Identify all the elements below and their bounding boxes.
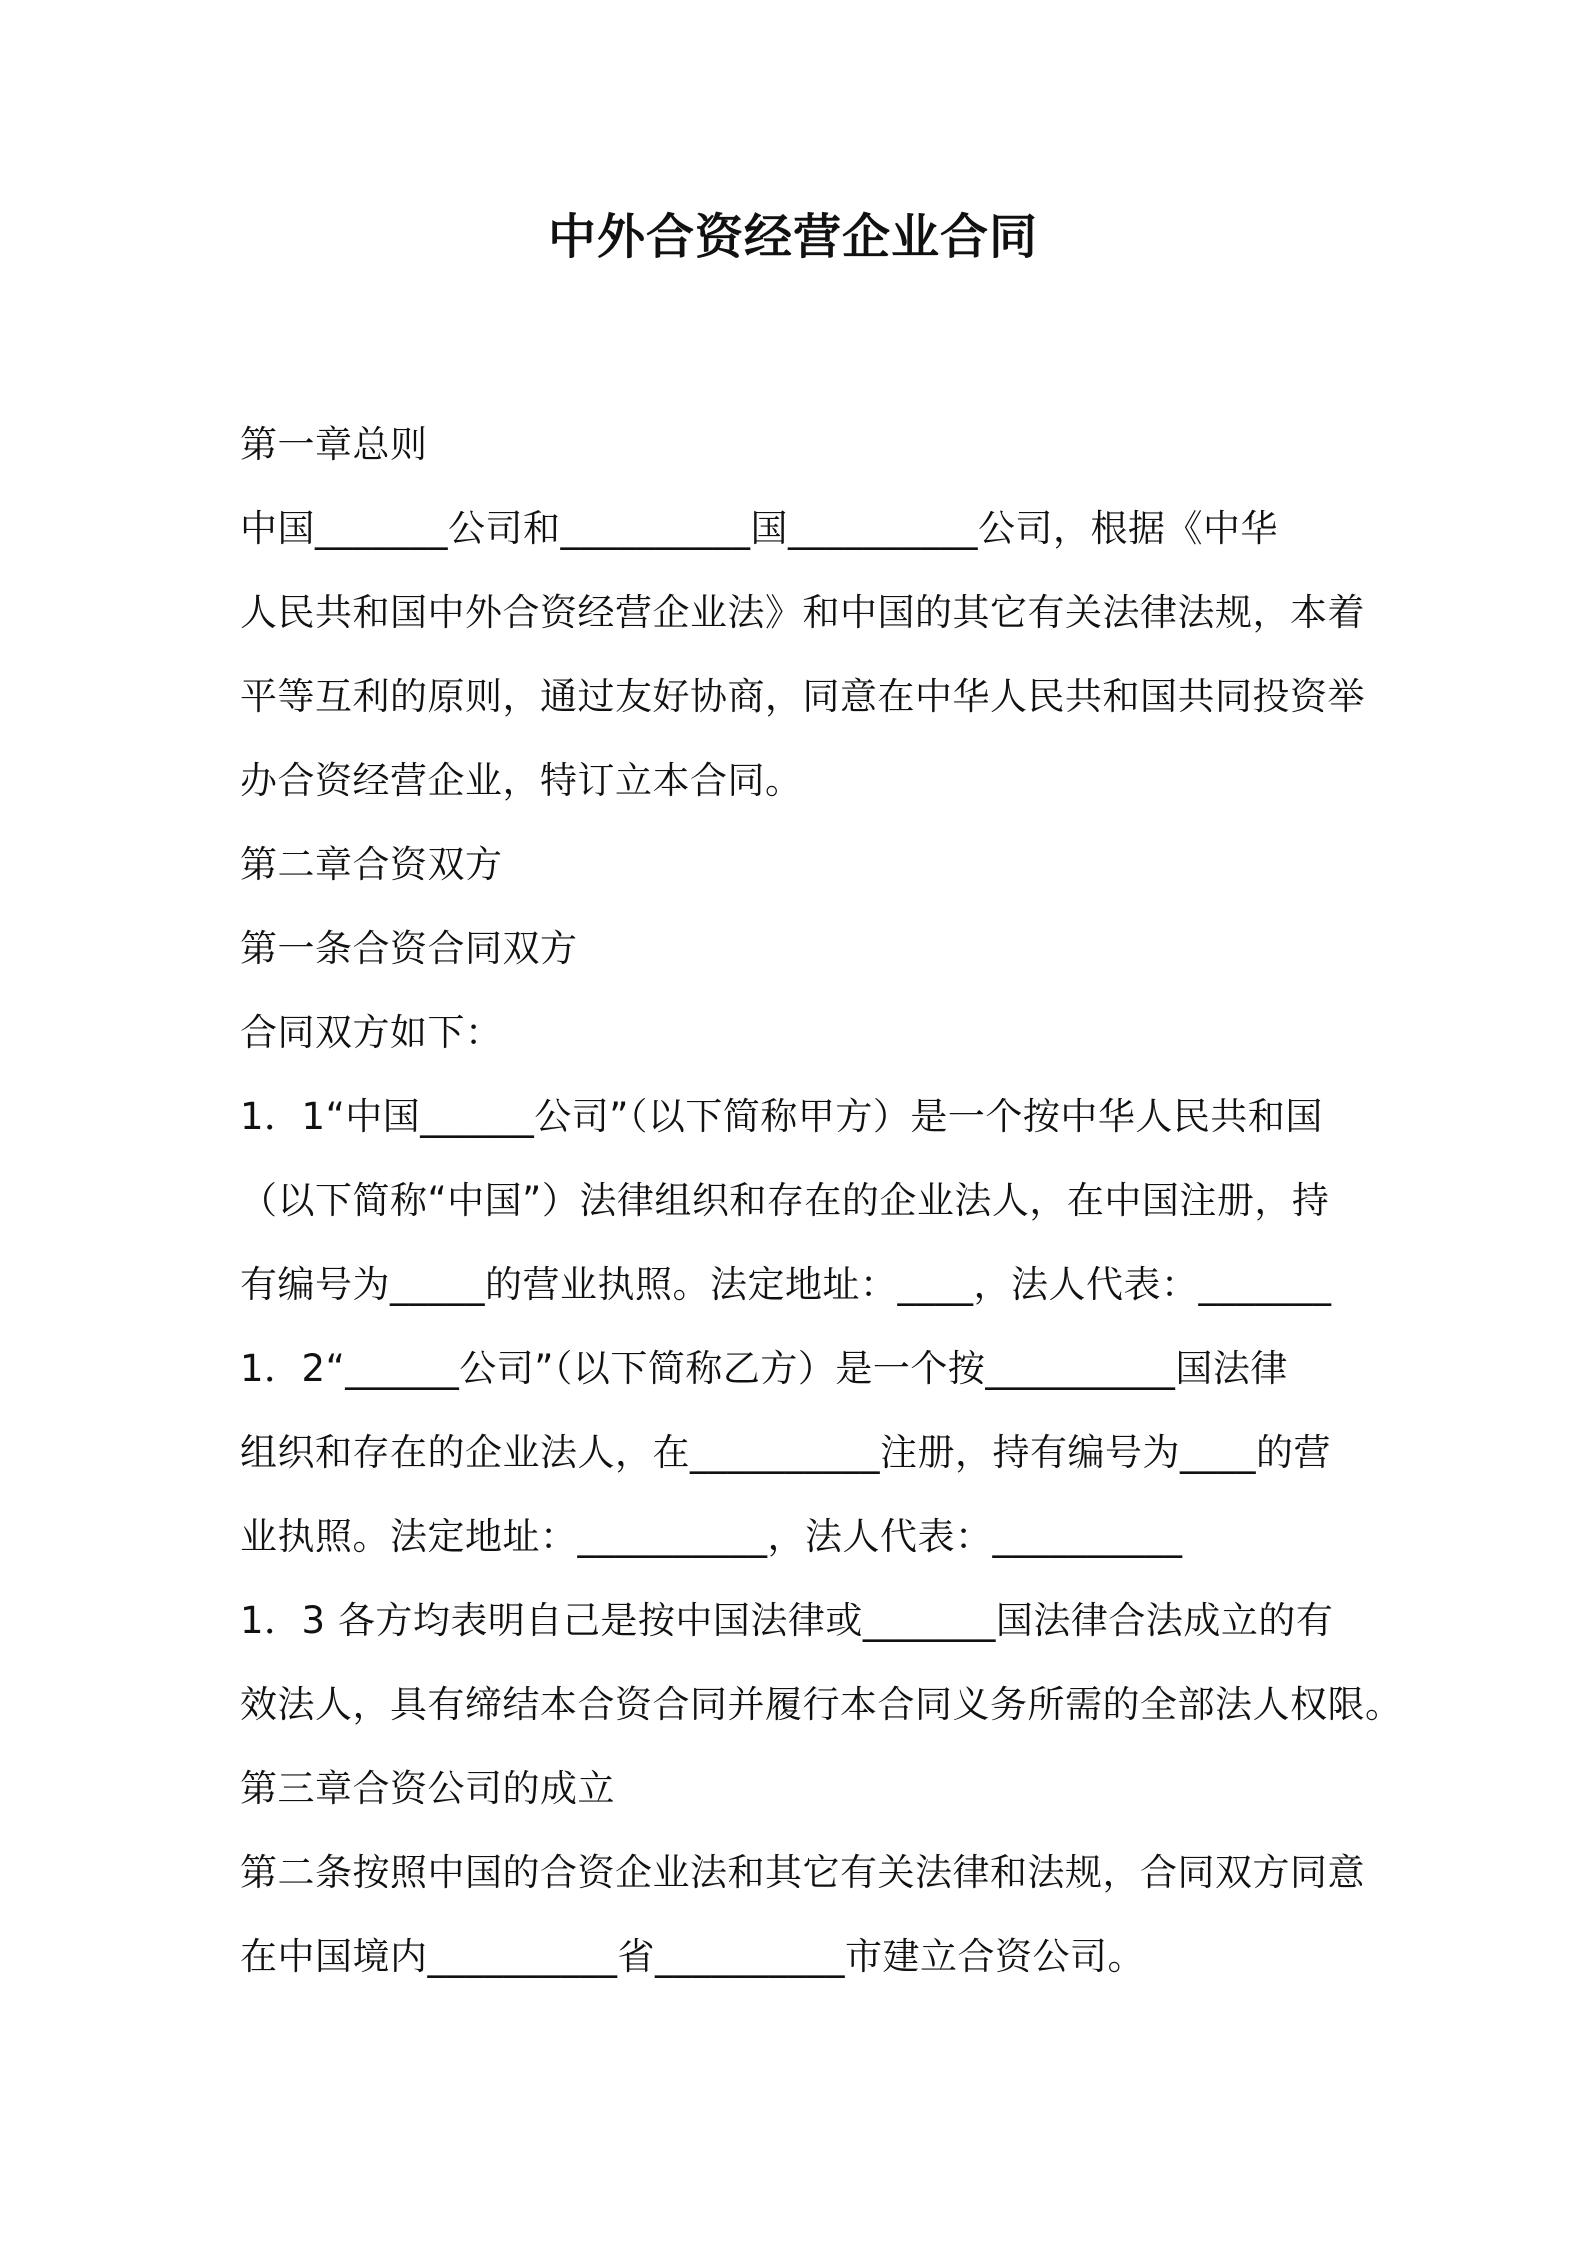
paragraph-line: 中国_______公司和__________国__________公司，根据《中华	[240, 507, 1278, 550]
document-body	[240, 403, 1403, 1999]
clause-1-2-line: 业执照。法定地址：__________，法人代表：__________	[240, 1515, 1183, 1558]
paragraph-line: 平等互利的原则，通过友好协商，同意在中华人民共和国共同投资举	[240, 675, 1365, 718]
clause-1-3-line: 效法人，具有缔结本合资合同并履行本合同义务所需的全部法人权限。	[240, 1683, 1403, 1726]
article-2-line: 在中国境内__________省__________市建立合资公司。	[240, 1935, 1145, 1978]
document-title: 中外合资经营企业合同	[547, 209, 1038, 265]
chapter-2-heading: 第二章合资双方	[240, 843, 503, 886]
article-2-line: 第二条按照中国的合资企业法和其它有关法律和法规，合同双方同意	[240, 1851, 1365, 1894]
clause-1-2-line: 1．2“______公司”（以下简称乙方）是一个按__________国法律	[240, 1347, 1288, 1390]
article-1-heading: 第一条合资合同双方	[240, 927, 578, 970]
clause-1-3-line: 1．3 各方均表明自己是按中国法律或_______国法律合法成立的有	[240, 1599, 1334, 1642]
clause-1-1-line: （以下简称“中国”）法律组织和存在的企业法人，在中国注册，持	[240, 1179, 1330, 1222]
clause-1-2-line: 组织和存在的企业法人，在__________注册，持有编号为____的营	[240, 1431, 1331, 1474]
clause-1-1-line: 有编号为_____的营业执照。法定地址：____，法人代表：_______	[240, 1263, 1332, 1306]
chapter-1-heading: 第一章总则	[240, 423, 428, 466]
clause-1-1-line: 1．1“中国______公司”（以下简称甲方）是一个按中华人民共和国	[240, 1095, 1323, 1138]
paragraph-line: 合同双方如下：	[240, 1011, 503, 1054]
paragraph-line: 人民共和国中外合资经营企业法》和中国的其它有关法律法规，本着	[240, 591, 1365, 634]
paragraph-line: 办合资经营企业，特订立本合同。	[240, 759, 803, 802]
chapter-3-heading: 第三章合资公司的成立	[240, 1767, 615, 1810]
